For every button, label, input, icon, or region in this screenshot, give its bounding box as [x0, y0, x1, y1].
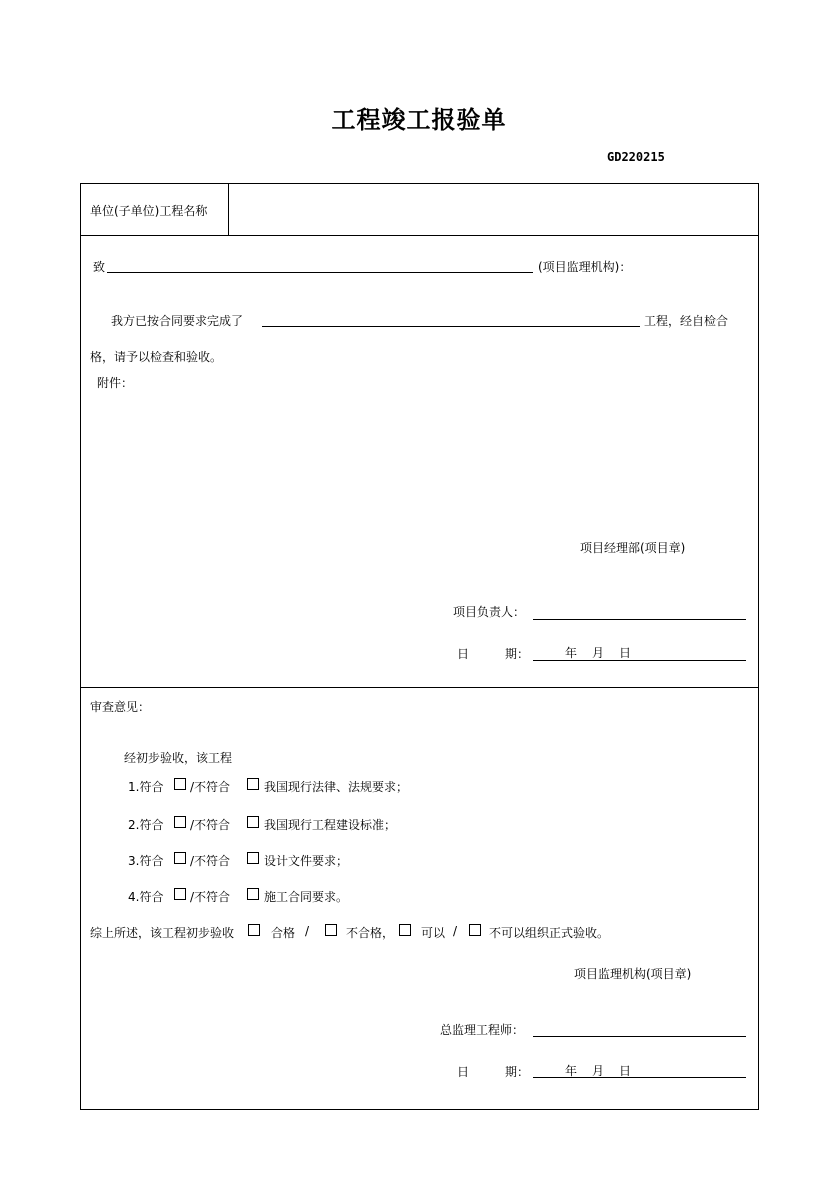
chief-engineer-underline [533, 1036, 746, 1037]
form-code: GD220215 [607, 150, 665, 164]
to-underline [107, 272, 533, 273]
header-divider [228, 184, 229, 235]
item-1-noncomply-checkbox[interactable] [247, 778, 259, 790]
supervision-seal-label: 项目监理机构(项目章) [574, 967, 692, 981]
item-2-mid: /不符合 [190, 818, 231, 832]
item-1-text: 我国现行法律、法规要求； [264, 780, 409, 794]
responsible-label: 项目负责人： [453, 605, 526, 619]
item-4-mid: /不符合 [190, 890, 231, 904]
item-2-comply-checkbox[interactable] [174, 816, 186, 828]
item-3-noncomply-checkbox[interactable] [247, 852, 259, 864]
form-frame [80, 183, 759, 1110]
unit-name-value[interactable] [241, 202, 741, 218]
unit-name-label: 单位(子单位)工程名称 [90, 204, 208, 218]
project-field[interactable] [267, 310, 637, 324]
review-date-month: 月 [592, 1064, 605, 1078]
cannot-organize-label: 不可以组织正式验收。 [489, 926, 610, 940]
date-month: 月 [592, 646, 605, 660]
pass-label: 合格 [271, 926, 296, 940]
review-label: 审查意见： [90, 700, 151, 714]
item-3-comply-checkbox[interactable] [174, 852, 186, 864]
item-4-text: 施工合同要求。 [264, 890, 349, 904]
can-organize-label: 可以 [421, 926, 446, 940]
date-year: 年 [565, 646, 578, 660]
item-4-noncomply-checkbox[interactable] [247, 888, 259, 900]
section-divider [81, 687, 758, 688]
review-date-day: 日 [619, 1064, 632, 1078]
header-bottom-line [81, 235, 758, 236]
date-day: 日 [619, 646, 632, 660]
item-4-comply-checkbox[interactable] [174, 888, 186, 900]
can-organize-checkbox[interactable] [399, 924, 411, 936]
body-suffix: 工程，经自检合 [644, 314, 729, 328]
review-date-label-char2: 期： [505, 1065, 530, 1079]
body-line2: 格，请予以检查和验收。 [90, 350, 223, 364]
can-cannot-slash: / [453, 924, 458, 938]
item-4-prefix: 4.符合 [128, 890, 164, 904]
item-3-mid: /不符合 [190, 854, 231, 868]
date-label-char1: 日 [457, 647, 470, 661]
project-underline [262, 326, 640, 327]
item-2-prefix: 2.符合 [128, 818, 164, 832]
pass-fail-slash: / [305, 924, 310, 938]
chief-engineer-label: 总监理工程师： [440, 1023, 525, 1037]
item-1-comply-checkbox[interactable] [174, 778, 186, 790]
to-prefix: 致 [93, 260, 106, 274]
to-field[interactable] [111, 256, 531, 270]
to-suffix: (项目监理机构)： [538, 260, 632, 274]
date-label-char2: 期： [505, 647, 530, 661]
body-prefix: 我方已按合同要求完成了 [111, 314, 244, 328]
item-1-prefix: 1.符合 [128, 780, 164, 794]
item-1-mid: /不符合 [190, 780, 231, 794]
review-date-year: 年 [565, 1064, 578, 1078]
review-date-label-char1: 日 [457, 1065, 470, 1079]
pass-checkbox[interactable] [248, 924, 260, 936]
fail-checkbox[interactable] [325, 924, 337, 936]
item-3-text: 设计文件要求； [264, 854, 349, 868]
responsible-underline [533, 619, 746, 620]
item-2-noncomply-checkbox[interactable] [247, 816, 259, 828]
fail-label: 不合格， [346, 926, 395, 940]
pm-seal-label: 项目经理部(项目章) [580, 541, 686, 555]
cannot-organize-checkbox[interactable] [469, 924, 481, 936]
review-intro: 经初步验收，该工程 [124, 751, 233, 765]
form-title: 工程竣工报验单 [331, 106, 507, 134]
item-3-prefix: 3.符合 [128, 854, 164, 868]
item-2-text: 我国现行工程建设标准； [264, 818, 397, 832]
summary-prefix: 综上所述，该工程初步验收 [90, 926, 235, 940]
attachment-label: 附件： [97, 376, 134, 390]
